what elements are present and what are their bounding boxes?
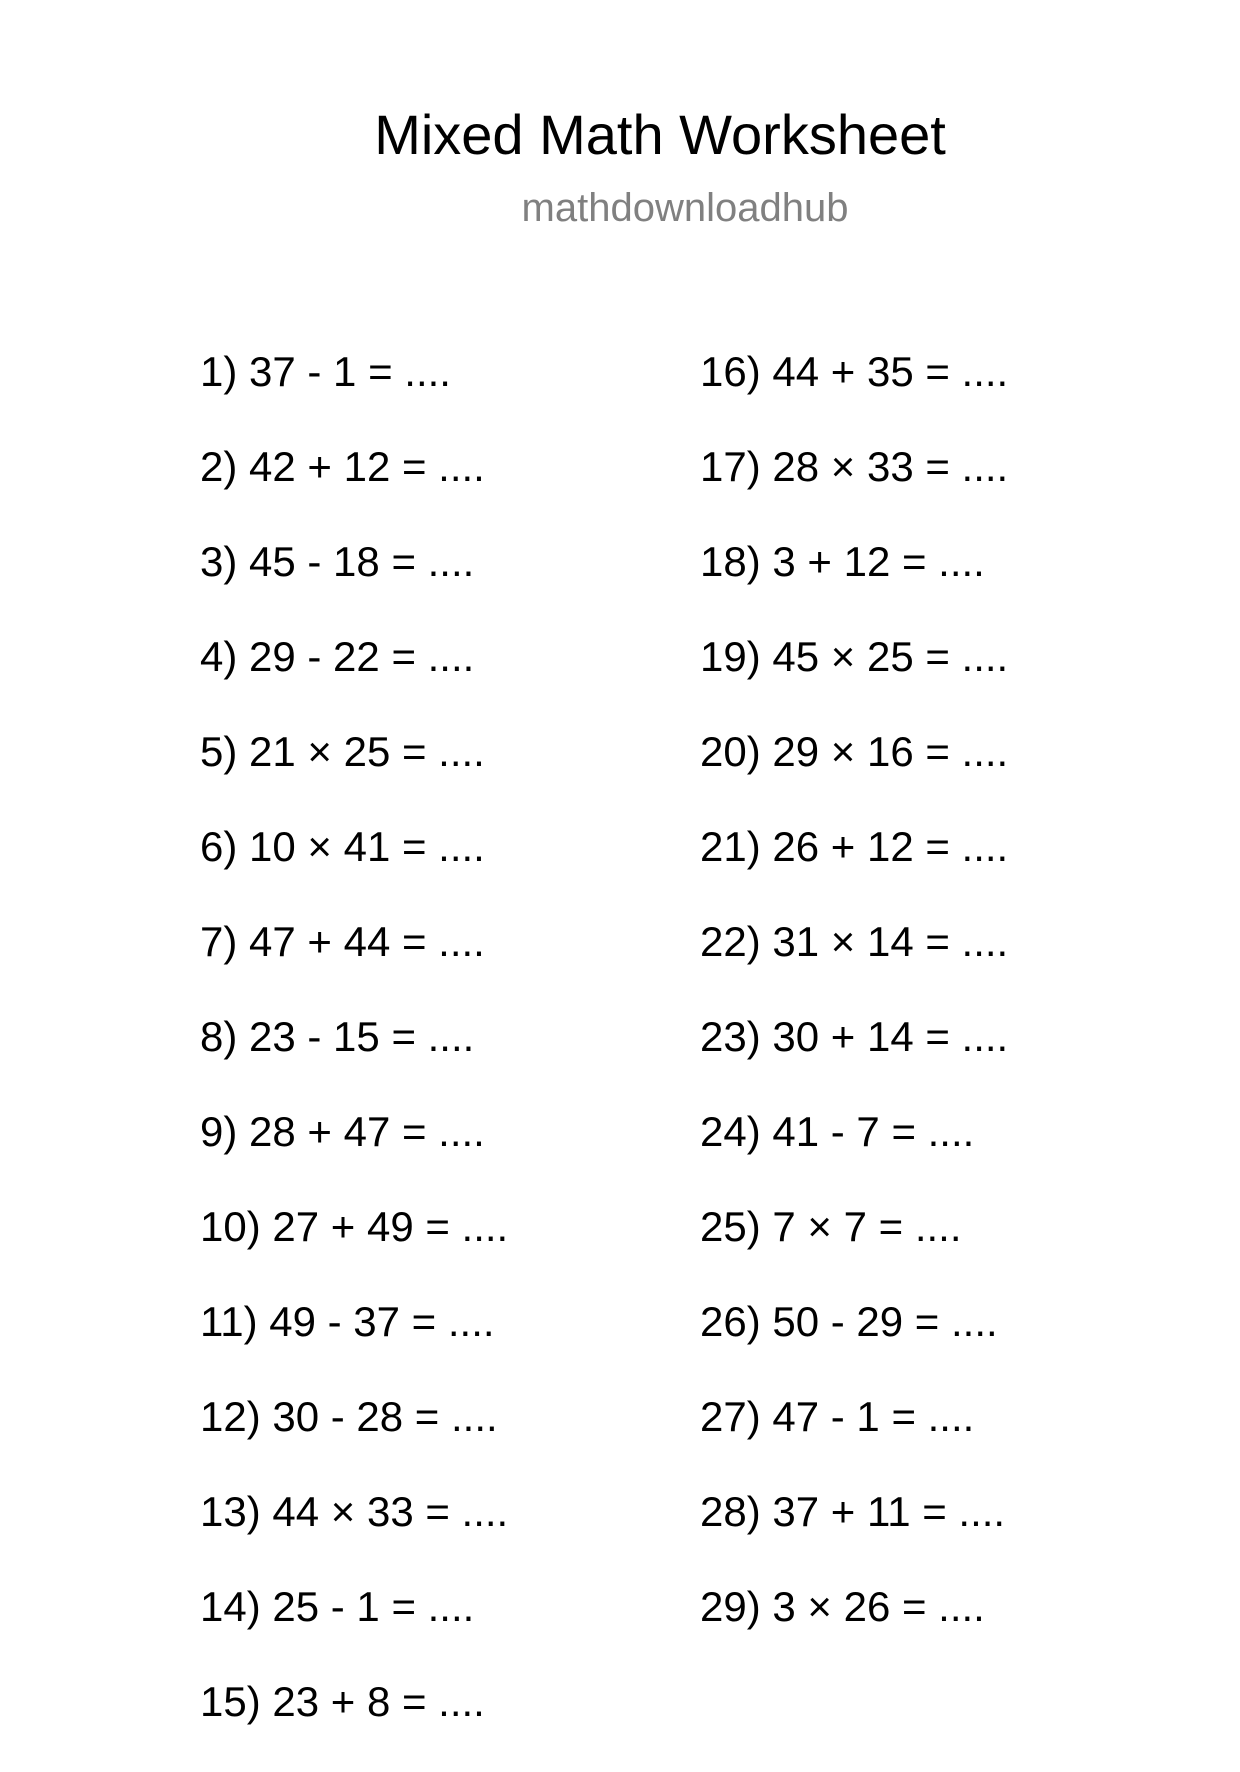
problem-item: 6) 10 × 41 = .... bbox=[200, 823, 485, 870]
problem-item: 17) 28 × 33 = .... bbox=[700, 443, 1009, 490]
problem-item: 20) 29 × 16 = .... bbox=[700, 728, 1009, 775]
problem-item: 1) 37 - 1 = .... bbox=[200, 348, 451, 395]
problem-item: 7) 47 + 44 = .... bbox=[200, 918, 485, 965]
problem-column-left bbox=[200, 347, 508, 1772]
problem-item: 22) 31 × 14 = .... bbox=[700, 918, 1009, 965]
problem-item: 4) 29 - 22 = .... bbox=[200, 633, 475, 680]
problem-item: 27) 47 - 1 = .... bbox=[700, 1393, 975, 1440]
problem-item: 25) 7 × 7 = .... bbox=[700, 1203, 962, 1250]
problem-item: 10) 27 + 49 = .... bbox=[200, 1203, 509, 1250]
problem-item: 13) 44 × 33 = .... bbox=[200, 1488, 509, 1535]
problem-item: 8) 23 - 15 = .... bbox=[200, 1013, 475, 1060]
problem-item: 16) 44 + 35 = .... bbox=[700, 348, 1009, 395]
problem-item: 26) 50 - 29 = .... bbox=[700, 1298, 998, 1345]
problem-item: 14) 25 - 1 = .... bbox=[200, 1583, 475, 1630]
worksheet-title: Mixed Math Worksheet bbox=[374, 103, 946, 166]
problem-item: 19) 45 × 25 = .... bbox=[700, 633, 1009, 680]
problem-item: 3) 45 - 18 = .... bbox=[200, 538, 475, 585]
problem-item: 5) 21 × 25 = .... bbox=[200, 728, 485, 775]
problem-item: 21) 26 + 12 = .... bbox=[700, 823, 1009, 870]
worksheet-subtitle: mathdownloadhub bbox=[521, 186, 849, 230]
problem-item: 23) 30 + 14 = .... bbox=[700, 1013, 1009, 1060]
problem-item: 18) 3 + 12 = .... bbox=[700, 538, 985, 585]
problem-item: 9) 28 + 47 = .... bbox=[200, 1108, 485, 1155]
problem-item: 15) 23 + 8 = .... bbox=[200, 1678, 485, 1725]
problem-item: 24) 41 - 7 = .... bbox=[700, 1108, 975, 1155]
problem-item: 12) 30 - 28 = .... bbox=[200, 1393, 498, 1440]
problem-item: 11) 49 - 37 = .... bbox=[200, 1298, 495, 1345]
problem-column-right bbox=[700, 347, 1008, 1677]
problem-item: 2) 42 + 12 = .... bbox=[200, 443, 485, 490]
problem-item: 28) 37 + 11 = .... bbox=[700, 1488, 1006, 1535]
problem-item: 29) 3 × 26 = .... bbox=[700, 1583, 985, 1630]
